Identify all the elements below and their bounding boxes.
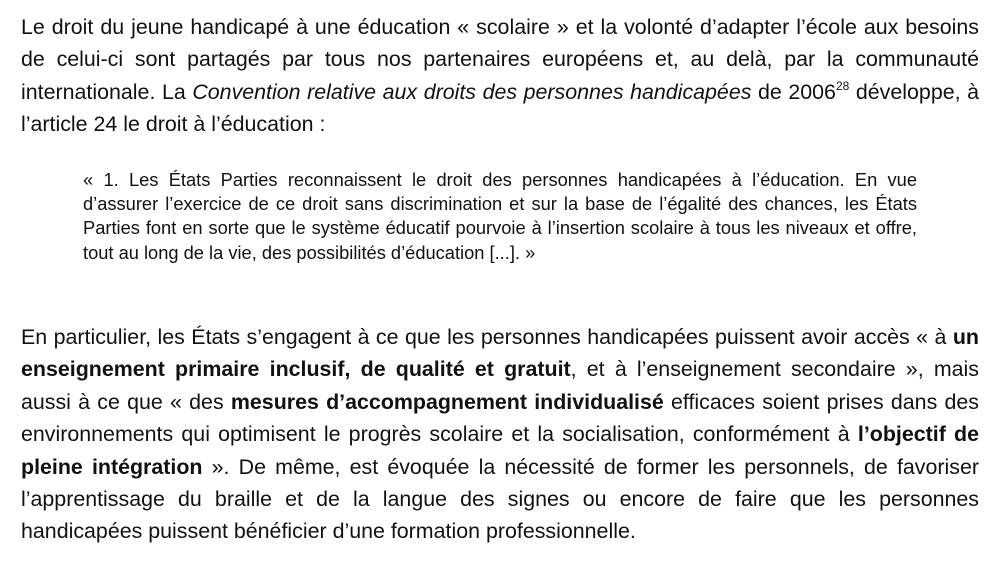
commitments-paragraph: [21, 321, 979, 548]
commitments-text-2: , et à l’enseignement secondaire », mais aussi à ce que « des: [21, 357, 979, 414]
commitments-text-4: ». De même, est évoquée la nécessité de former les personnels, de favoriser l’apprentissage du braille et de la langue des signes ou encore de faire que les personnes handicapées puissent bénéficier d’une formation professionnelle.: [21, 454, 979, 544]
convention-title: Convention relative aux droits des personnes handicapées: [192, 79, 752, 104]
block-quote: [83, 168, 917, 265]
commitments-text-3: efficaces soient prises dans des environnements qui optimisent le progrès scolaire et la socialisation, conformément à: [21, 389, 979, 447]
intro-text-3: développe, à l’article 24 le droit à l’éducation :: [21, 79, 980, 137]
quote-text: « 1. Les États Parties reconnaissent le droit des personnes handicapées à l’éducation. En vue d’assurer l’exercice de ce droit sans discrimination et sur la base de l’égalité des chances, les États Parties font en sorte que le système éducatif pourvoie à l’insertion scolaire à tous les niveaux et offre, tout au long de la vie, des possibilités d’éducation [...]. »: [83, 169, 917, 263]
intro-text-2: de 2006: [751, 79, 836, 104]
commitments-text-1: En particulier, les États s’engagent à ce que les personnes handicapées puissent avoir accès « à: [21, 325, 953, 349]
document-page: [21, 11, 980, 544]
intro-text-1: Le droit du jeune handicapé à une éducation « scolaire » et la volonté d’adapter l’école aux besoins de celui-ci sont partagés par tous nos partenaires européens et, au delà, par la communauté internationale. La: [21, 15, 979, 104]
bold-support-measures: mesures d’accompagnement individualisé: [230, 389, 664, 414]
bold-full-integration: l’objectif de pleine intégration: [21, 422, 979, 479]
footnote-reference[interactable]: 28: [835, 78, 850, 93]
intro-paragraph: [21, 11, 979, 141]
bold-primary-education: un enseignement primaire inclusif, de qualité et gratuit: [21, 325, 979, 382]
